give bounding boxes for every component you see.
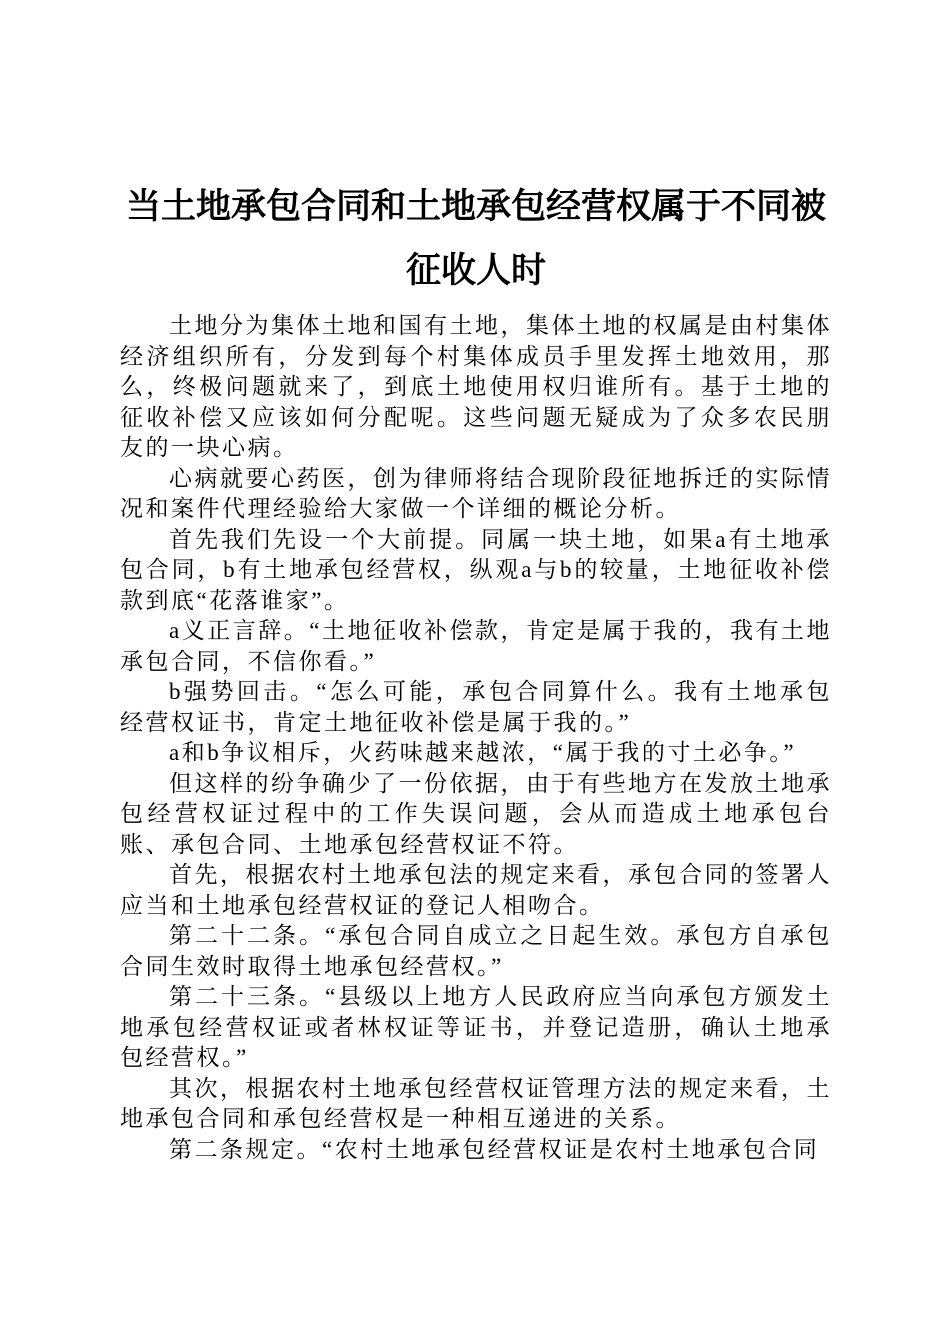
document-body [120, 311, 832, 1165]
paragraph: 首先我们先设一个大前提。同属一块土地，如果a有土地承包合同，b有土地承包经营权，纵观a与b的较量，土地征收补偿款到底“花落谁家”。 [120, 526, 832, 613]
document-title: 当土地承包合同和土地承包经营权属于不同被征收人时 [125, 187, 826, 290]
paragraph: b强势回击。“怎么可能，承包合同算什么。我有土地承包经营权证书，肯定土地征收补偿是属于我的。” [120, 679, 832, 735]
paragraph: 首先，根据农村土地承包法的规定来看，承包合同的签署人应当和土地承包经营权证的登记人相吻合。 [120, 862, 832, 918]
paragraph: a和b争议相斥，火药味越来越浓，“属于我的寸土必争。” [169, 740, 797, 765]
paragraph: 第二十三条。“县级以上地方人民政府应当向承包方颁发土地承包经营权证或者林权证等证书，并登记造册，确认土地承包经营权。” [120, 984, 832, 1070]
paragraph: 第二十二条。“承包合同自成立之日起生效。承包方自承包合同生效时取得土地承包经营权。” [120, 923, 832, 979]
paragraph: a义正言辞。“土地征收补偿款，肯定是属于我的，我有土地承包合同，不信你看。” [120, 618, 832, 674]
paragraph: 但这样的纷争确少了一份依据，由于有些地方在发放土地承包经营权证过程中的工作失误问题，会从而造成土地承包台账、承包合同、土地承包经营权证不符。 [120, 770, 832, 857]
paragraph: 土地分为集体土地和国有土地，集体土地的权属是由村集体经济组织所有，分发到每个村集体成员手里发挥土地效用，那么，终极问题就来了，到底土地使用权归谁所有。基于土地的征收补偿又应该如何分配呢。这些问题无疑成为了众多农民朋友的一块心病。 [120, 313, 832, 460]
paragraph: 第二条规定。“农村土地承包经营权证是农村土地承包合同 [169, 1136, 820, 1162]
paragraph: 其次，根据农村土地承包经营权证管理方法的规定来看，土地承包合同和承包经营权是一种相互递进的关系。 [120, 1075, 832, 1131]
paragraph: 心病就要心药医，创为律师将结合现阶段征地拆迁的实际情况和案件代理经验给大家做一个详细的概论分析。 [120, 465, 832, 521]
